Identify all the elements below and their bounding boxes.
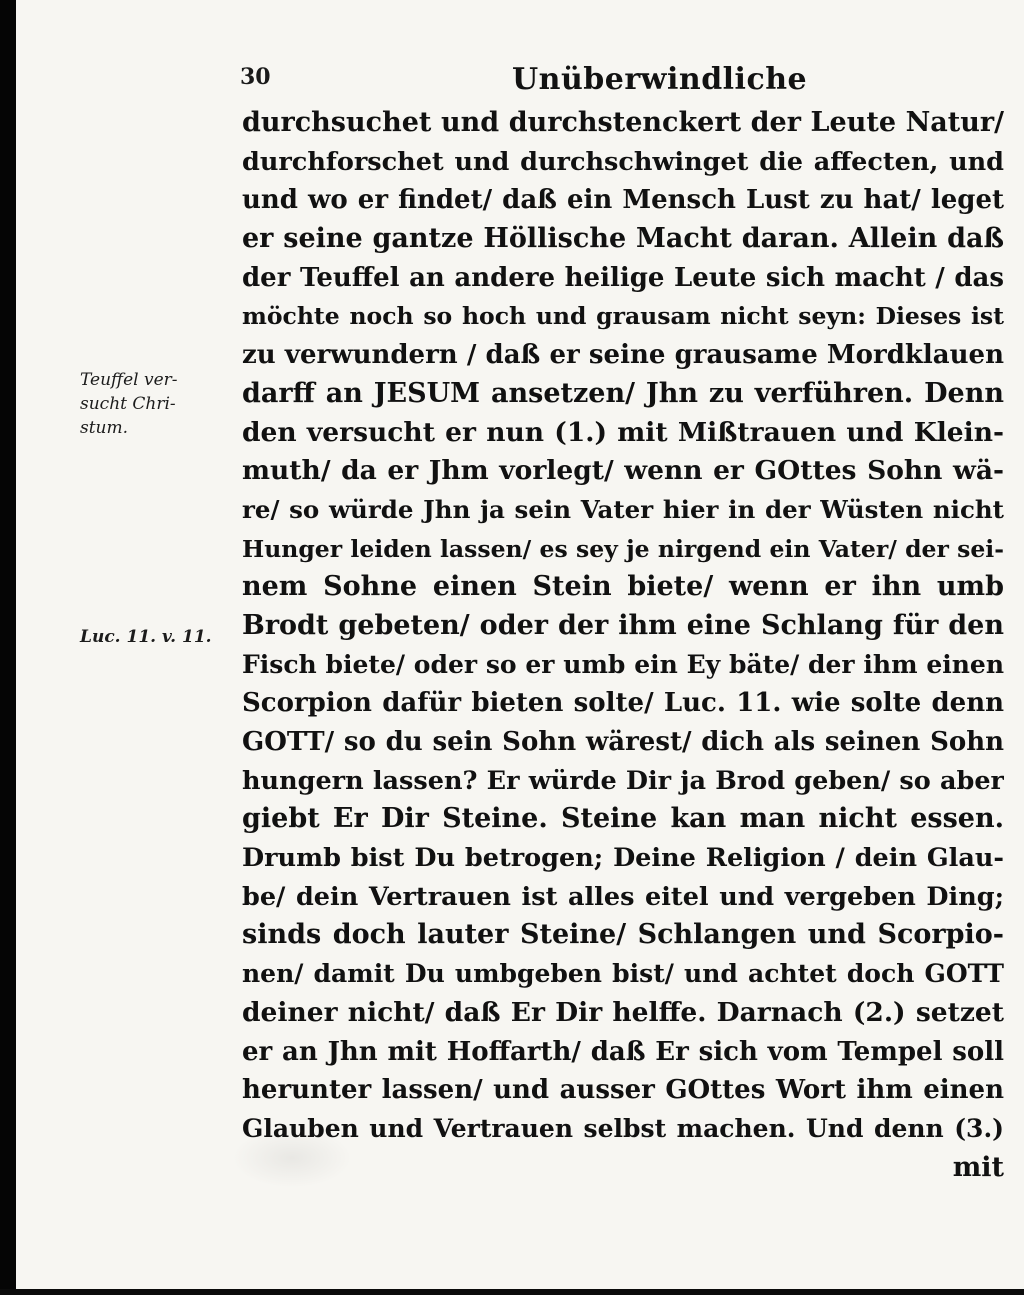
- ink-show-through: [232, 1128, 352, 1188]
- text-line: durchforschet und durchschwinget die affecten, und: [242, 146, 1004, 177]
- text-line: be/ dein Vertrauen ist alles eitel und vergeben Ding;: [242, 881, 1004, 912]
- text-line: durchsuchet und durchstenckert der Leute Natur/: [242, 107, 1004, 138]
- margin-note-line: sucht Chri-: [80, 394, 176, 414]
- text-line: giebt Er Dir Steine. Steine kan man nicht essen.: [242, 803, 1004, 835]
- text-line: hungern lassen? Er würde Dir ja Brod geben/ so aber: [242, 765, 1004, 796]
- text-line: re/ so würde Jhn ja sein Vater hier in der Wüsten nicht: [242, 494, 1004, 524]
- text-line: er an Jhn mit Hoffarth/ daß Er sich vom Tempel soll: [242, 1036, 1004, 1067]
- text-line: deiner nicht/ daß Er Dir helffe. Darnach (2.) setzet: [242, 996, 1004, 1028]
- text-line: den versucht er nun (1.) mit Mißtrauen und Klein-: [242, 416, 1004, 448]
- text-line: Glauben und Vertrauen selbst machen. Und denn (3.): [242, 1113, 1004, 1143]
- text-line: Brodt gebeten/ oder der ihm eine Schlang für den: [242, 609, 1004, 641]
- margin-note-line: Luc. 11. v. 11.: [80, 627, 212, 647]
- scan-border-left: [0, 0, 16, 1295]
- text-line: Scorpion dafür bieten solte/ Luc. 11. wie solte denn: [242, 688, 1004, 719]
- text-line: herunter lassen/ und ausser GOttes Wort ihm einen: [242, 1075, 1004, 1106]
- text-line: nen/ damit Du umbgeben bist/ und achtet doch GOTT: [242, 959, 1004, 989]
- margin-note-scripture-reference: [80, 625, 232, 649]
- text-line: und wo er findet/ daß ein Mensch Lust zu hat/ leget: [242, 185, 1004, 216]
- text-line: zu verwundern / daß er seine grausame Mordklauen: [242, 340, 1004, 371]
- body-text: [242, 104, 1004, 1187]
- margin-note-line: Teuffel ver-: [80, 370, 178, 390]
- margin-note-temptation: [80, 368, 232, 440]
- scan-border-bottom: [0, 1289, 1024, 1295]
- text-line: er seine gantze Höllische Macht daran. Allein daß: [242, 223, 1004, 255]
- text-line: Drumb bist Du betrogen; Deine Religion / dein Glau-: [242, 843, 1004, 874]
- text-line: GOTT/ so du sein Sohn wärest/ dich als seinen Sohn: [242, 727, 1004, 757]
- text-line: darff an JESUM ansetzen/ Jhn zu verführen. Denn: [242, 377, 1004, 409]
- text-line: Fisch biete/ oder so er umb ein Ey bäte/ der ihm einen: [242, 649, 1004, 679]
- page-number: 30: [240, 64, 271, 90]
- text-line: der Teuffel an andere heilige Leute sich macht / das: [242, 262, 1004, 293]
- running-title: Unüberwindliche: [512, 62, 808, 97]
- text-line: sinds doch lauter Steine/ Schlangen und Scorpio-: [242, 919, 1004, 951]
- text-line: Hunger leiden lassen/ es sey je nirgend ein Vater/ der sei-: [242, 534, 1004, 563]
- margin-note-line: stum.: [80, 418, 129, 438]
- text-line: nem Sohne einen Stein biete/ wenn er ihn umb: [242, 571, 1004, 603]
- text-line: muth/ da er Jhm vorlegt/ wenn er GOttes Sohn wä-: [242, 455, 1004, 487]
- catchword: mit: [952, 1151, 1004, 1183]
- page-header: [240, 62, 1020, 102]
- text-line: möchte noch so hoch und grausam nicht seyn: Dieses ist: [242, 302, 1004, 331]
